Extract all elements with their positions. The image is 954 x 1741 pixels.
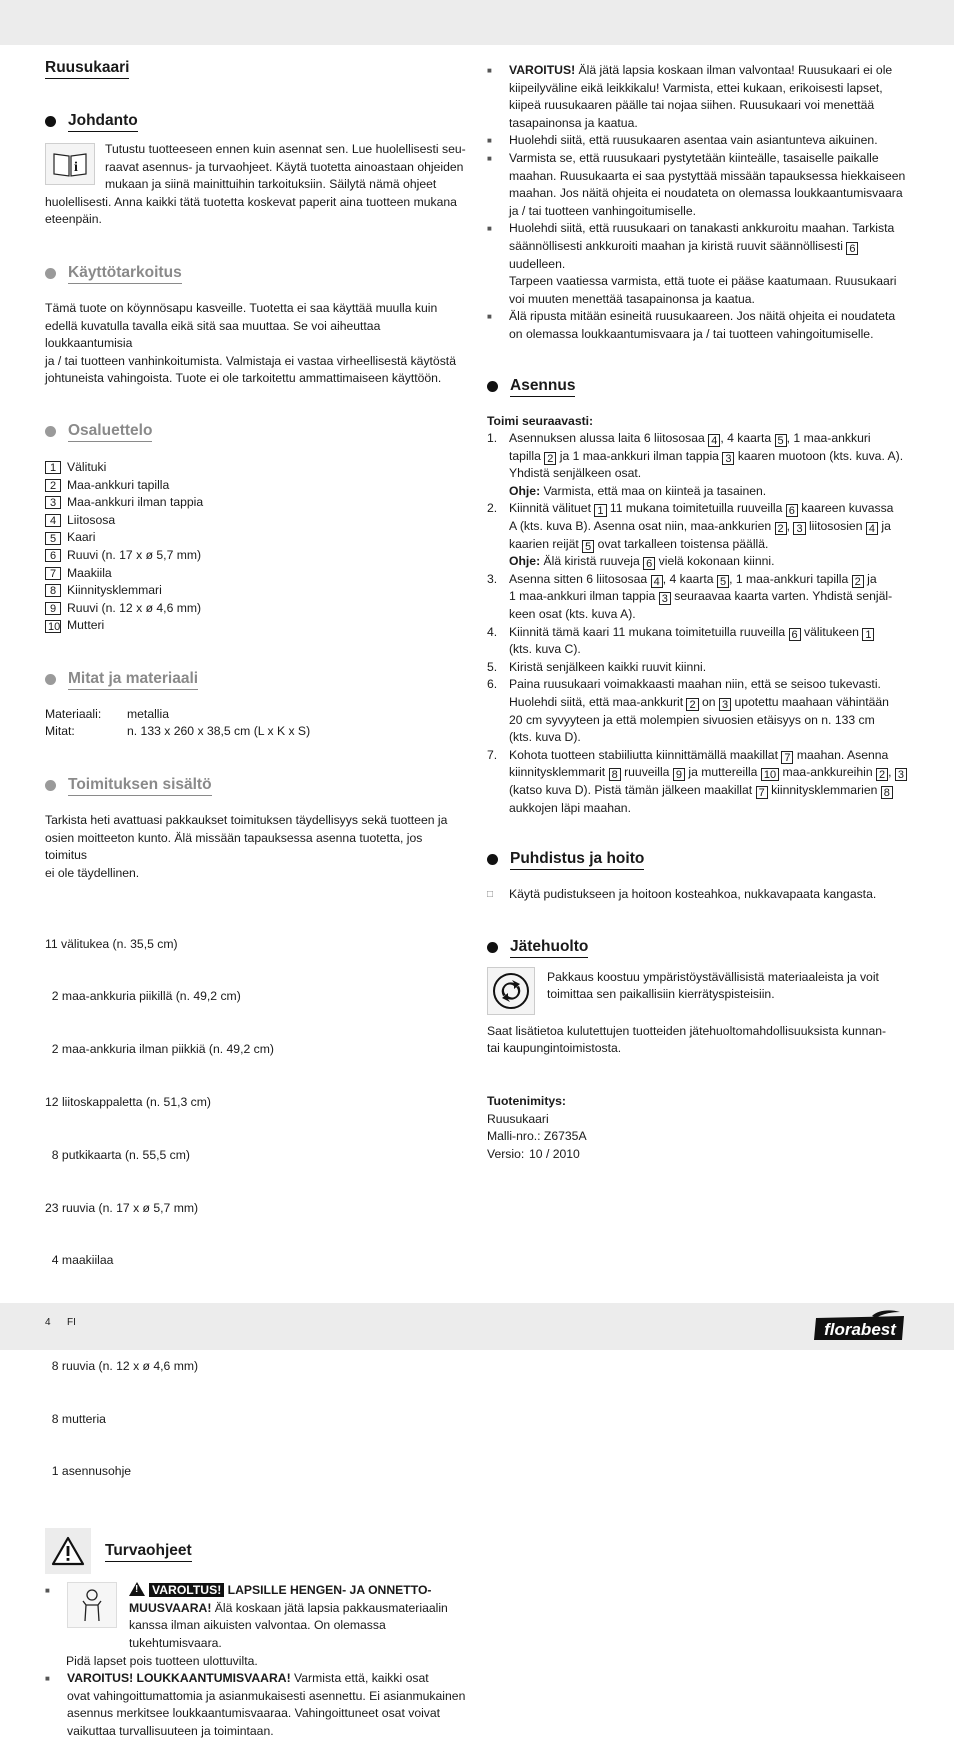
use-text xyxy=(45,300,467,388)
list-item: 8 putkikaarta (n. 55,5 cm) xyxy=(45,1147,190,1162)
section-johdanto xyxy=(45,111,467,132)
list-item: 1. Asennuksen alussa laita 6 liitososaa 4 , 4 kaarta 5 , 1 maa-ankkuri tapilla 2 ja 1 maa-ankkuri ilman tappia 3 kaaren muotoon (kts. kuva. A). Yhdistä senjälkeen osat. Ohje: Varmista, että maa on kiinteä ja tasainen. xyxy=(487,431,904,498)
section-heading: Käyttötarkoitus xyxy=(68,263,182,284)
list-item: 4 maakiilaa xyxy=(45,1253,114,1268)
intro-text: raavat asennus- ja turvaohjeet. Käytä tuotetta ainoastaan ohjeiden xyxy=(105,159,464,174)
text-line: säännöllisesti ankkuroiti maahan ja kiristä ruuvit säännöllisesti xyxy=(509,238,843,253)
part-number: 1 xyxy=(45,461,61,474)
part-name: Ruuvi (n. 17 x ø 5,7 mm) xyxy=(67,547,202,562)
part-number: 10 xyxy=(45,620,61,633)
recycling-icon xyxy=(487,967,535,1015)
part-number: 6 xyxy=(45,549,61,562)
list-item: 11 välitukea (n. 35,5 cm) xyxy=(45,936,178,951)
part-name: Maa-ankkuri tapilla xyxy=(67,477,170,492)
text-line: ei ole täydellinen. xyxy=(45,865,140,880)
section-kayttotarkoitus xyxy=(45,263,467,284)
text-line: Saat lisätietoa kulutettujen tuotteiden jätehuoltomahdollisuuksista kunnan- xyxy=(487,1023,887,1038)
part-number: 9 xyxy=(45,602,61,615)
value: n. 133 x 260 x 38,5 cm (L x K x S) xyxy=(127,724,311,739)
document-title: Ruusukaari xyxy=(45,58,129,79)
bullet-square-icon: ■ xyxy=(487,153,492,163)
bullet-icon xyxy=(45,674,56,685)
part-name: Kaari xyxy=(67,530,96,545)
list-item xyxy=(45,529,467,547)
text-line: ja / tai tuotteen vanhingoitumiselle. xyxy=(509,203,696,218)
bullet-square-icon: ■ xyxy=(487,136,492,146)
bullet-icon xyxy=(487,381,498,392)
text-line: on olemassa loukkaantumisvaara ja / tai tuotteen vahingoitumiselle. xyxy=(509,326,874,341)
product-label: Tuotenimitys: xyxy=(487,1093,566,1108)
text-line: uudelleen. xyxy=(509,256,566,271)
section-heading: Toimituksen sisältö xyxy=(68,775,212,796)
warning-bold: VAROITUS! LOUKKAANTUMISVAARA! xyxy=(67,1671,291,1686)
warning-text: Älä koskaan jätä lapsia pakkausmateriaalin xyxy=(214,1600,448,1615)
text-line: voi muuten menettää tasapainonsa ja kaatua. xyxy=(509,291,755,306)
part-number: 4 xyxy=(45,514,61,527)
read-manual-icon xyxy=(45,143,95,185)
section-toimituksen-sisalto xyxy=(45,775,467,796)
text-line: edellä kuvatulla tavalla eikä sitä saa muuttaa. Se voi aiheuttaa loukkaantumisia xyxy=(45,318,381,351)
warning-text: kanssa ilman aikuisten valvontaa. On olemassa tukehtumisvaara. xyxy=(129,1618,386,1650)
list-item xyxy=(45,494,467,512)
list-item: 8 mutteria xyxy=(45,1411,106,1426)
label: Materiaali: xyxy=(45,706,102,721)
part-number: 5 xyxy=(45,532,61,545)
right-column xyxy=(487,62,909,1163)
intro-block xyxy=(45,141,467,229)
text-line: toimittaa sen paikallisiin kierrätyspisteisiin. xyxy=(547,987,775,1002)
bullet-icon xyxy=(487,854,498,865)
bullet-open-square-icon: □ xyxy=(487,889,494,901)
list-item xyxy=(45,547,467,565)
list-item: 12 liitoskappaletta (n. 51,3 cm) xyxy=(45,1094,211,1109)
list-item xyxy=(45,565,467,583)
subheading: Toimi seuraavasti: xyxy=(487,413,594,428)
part-number: 7 xyxy=(45,567,61,580)
contents-list xyxy=(45,900,467,1516)
list-item xyxy=(487,62,909,132)
section-heading: Asennus xyxy=(510,376,575,397)
list-item: 4. Kiinnitä tämä kaari 11 mukana toimitetuilla ruuveilla 6 välitukeen 1 (kts. kuva C). xyxy=(487,624,909,659)
part-name: Mutteri xyxy=(67,618,105,633)
section-heading: Puhdistus ja hoito xyxy=(510,849,644,870)
florabest-logo xyxy=(812,1310,908,1340)
left-column xyxy=(45,58,467,1741)
list-item xyxy=(45,582,467,600)
part-name: Ruuvi (n. 12 x ø 4,6 mm) xyxy=(67,600,202,615)
bullet-square-icon: ■ xyxy=(487,66,492,75)
part-number: 2 xyxy=(45,479,61,492)
waste-block xyxy=(487,967,909,1015)
text-line: osien moitteeton kunto. Älä missään tapauksessa asenna tuotetta, jos toimitus xyxy=(45,830,423,863)
text-line: Tarkista heti avattuasi pakkaukset toimituksen täydellisyys sekä tuotteen ja xyxy=(45,813,448,828)
child-warning-icon xyxy=(67,1582,117,1628)
list-item xyxy=(487,150,909,220)
product-model: Malli-nro.: Z6735A xyxy=(487,1129,587,1144)
part-name: Maakiila xyxy=(67,565,112,580)
safety-list xyxy=(45,1582,467,1740)
page-number: 4 xyxy=(45,1317,51,1328)
section-turvaohjeet xyxy=(45,1528,467,1574)
list-item xyxy=(487,220,909,308)
list-item: 3. Asenna sitten 6 liitososaa 4 , 4 kaarta 5 , 1 maa-ankkuri tapilla 2 ja 1 maa-ankkuri ilman tappia 3 seuraavaa kaarta varten. Yhdistä senjäl- keen osat (kts. kuva A). xyxy=(487,571,893,622)
list-item: 23 ruuvia (n. 17 x ø 5,7 mm) xyxy=(45,1200,199,1215)
part-number: 8 xyxy=(45,584,61,597)
section-heading: Osaluettelo xyxy=(68,421,152,442)
intro-text: huolellisesti. Anna kaikki tätä tuotetta koskevat paperit aina tuotteen mukana xyxy=(45,194,457,209)
section-heading: Johdanto xyxy=(68,111,138,132)
list-item: 1 asennusohje xyxy=(45,1464,132,1479)
parts-list xyxy=(45,459,467,635)
warning-bold: LAPSILLE HENGEN- JA ONNETTO- xyxy=(227,1583,432,1598)
section-heading: Turvaohjeet xyxy=(105,1541,192,1562)
list-item xyxy=(487,308,909,343)
list-item xyxy=(45,459,467,477)
bullet-icon xyxy=(45,268,56,279)
list-item xyxy=(45,1670,467,1740)
svg-text:i: i xyxy=(74,160,78,175)
contents-text xyxy=(45,812,467,882)
text-line: Käytä pudistukseen ja hoitoon kosteahkoa, nukkavapaata kangasta. xyxy=(509,887,877,902)
bullet-icon xyxy=(45,426,56,437)
section-asennus xyxy=(487,376,909,397)
intro-text: eteenpäin. xyxy=(45,212,102,227)
logo-text: florabest xyxy=(824,1320,896,1339)
label: Mitat: xyxy=(45,724,75,739)
text-line: tai kaupungintoimistosta. xyxy=(487,1041,622,1056)
text-line: Älä ripusta mitään esineitä ruusukaareen. Jos näitä ohjeita ei noudateta xyxy=(509,309,896,324)
section-jatehuolto xyxy=(487,937,909,958)
text-line: kiipeä ruusukaaren päälle tai nojaa siihen. Ruusukaari voi menettää xyxy=(509,98,875,113)
bullet-icon xyxy=(45,116,56,127)
list-item: 2 maa-ankkuria ilman piikkiä (n. 49,2 cm) xyxy=(45,1042,274,1057)
header-band xyxy=(0,0,954,45)
warning-text: vaikuttaa turvallisuuteen ja toimintaan. xyxy=(67,1723,274,1738)
version-value: 10 / 2010 xyxy=(529,1146,580,1161)
warning-text: Pidä lapset pois tuotteen ulottuvilta. xyxy=(66,1653,258,1668)
text-line: ja / tai tuotteen vanhinkoitumista. Valmistaja ei vastaa virheellisestä käytöstä xyxy=(45,353,456,368)
product-info xyxy=(487,1093,909,1163)
warning-triangle-icon xyxy=(129,1582,145,1596)
bullet-square-icon: ■ xyxy=(45,1674,50,1684)
text-line: johtuneista vahingoista. Tuote ei ole tarkoitettu ammattimaiseen käyttöön. xyxy=(45,371,442,386)
list-item xyxy=(45,477,467,495)
product-name: Ruusukaari xyxy=(487,1111,549,1126)
list-item: 2 maa-ankkuria piikillä (n. 49,2 cm) xyxy=(45,989,241,1004)
value: metallia xyxy=(127,706,169,721)
section-heading: Jätehuolto xyxy=(510,937,588,958)
list-item xyxy=(487,132,909,150)
text-line: kiipeilyväline eikä leikkikalu! Varmista, ettei kukaan, erikoisesti lapset, xyxy=(509,80,883,95)
install-steps xyxy=(487,430,909,817)
list-item: 6. Paina ruusukaari voimakkaasti maahan niin, että se seisoo tukevasti. Huolehdi siitä, että maa-ankkurit 2 on 3 upotettu maahaan vähintään 20 cm syvyyteen ja että molempien sivuosien etäisyys on n. 133 cm (kts. kuva D). xyxy=(487,677,889,745)
language-code: FI xyxy=(67,1317,76,1328)
version-label: Versio: xyxy=(487,1146,525,1161)
list-item xyxy=(45,512,467,530)
part-name: Liitososa xyxy=(67,512,116,527)
text-line: Varmista se, että ruusukaari pystytetään kiinteälle, tasaiselle paikalle xyxy=(509,150,879,165)
warning-bold: VAROITUS! xyxy=(509,63,576,77)
list-item: 8 ruuvia (n. 12 x ø 4,6 mm) xyxy=(45,1358,199,1373)
bullet-square-icon: ■ xyxy=(487,312,492,322)
part-name: Kiinnitysklemmari xyxy=(67,583,162,598)
section-mitat xyxy=(45,669,467,690)
text-line: tasapainonsa ja kaatua. xyxy=(509,115,638,130)
section-heading: Mitat ja materiaali xyxy=(68,669,198,690)
text-line: Huolehdi siitä, että ruusukaaren asentaa vain asiantunteva aikuinen. xyxy=(509,133,878,148)
bullet-square-icon: ■ xyxy=(45,1586,50,1596)
list-item xyxy=(487,886,909,904)
warning-bold: MUUSVAARA! xyxy=(129,1600,212,1615)
list-item xyxy=(45,617,467,635)
bullet-icon xyxy=(487,942,498,953)
text-line: Pakkaus koostuu ympäristöystävällisistä materiaaleista ja voit xyxy=(547,969,879,984)
warning-text: asennus merkitsee loukkaantumisvaaraa. Vahingoittuneet osat voivat xyxy=(67,1706,441,1721)
warning-label: VAROLTUS! xyxy=(149,1583,224,1597)
waste-info xyxy=(487,1023,909,1058)
section-osaluettelo xyxy=(45,421,467,442)
warning-text: Älä jätä lapsia koskaan ilman valvontaa! Ruusukaari ei ole xyxy=(578,63,893,77)
list-item xyxy=(45,600,467,618)
text-line: Tämä tuote on köynnösapu kasveille. Tuotetta ei saa käyttää muulla kuin xyxy=(45,300,438,315)
bullet-square-icon: ■ xyxy=(487,224,492,234)
list-item: 2. Kiinnitä välituet 1 11 mukana toimitetuilla ruuveilla 6 kaareen kuvassa A (kts. kuva B). Asenna osat niin, maa-ankkurien 2 , 3 liitososien 4 ja kaarien reijät 5 ovat tarkalleen toistensa päällä. Ohje: Älä kiristä ruuveja 6 vielä kokonaan kiinni. xyxy=(487,501,894,571)
text-line: maahan. Ruusukaarta ei saa pystyttää missään tapauksessa hiekkaiseen xyxy=(509,168,906,183)
text-line: Tarpeen vaatiessa varmista, että tuote ei pääse kaatumaan. Ruusukaari xyxy=(509,274,897,289)
warning-text: ovat vahingoittumattomia ja asianmukaisesti asennettu. Ei asianmukainen xyxy=(67,1688,466,1703)
warning-icon xyxy=(45,1528,91,1574)
list-item xyxy=(45,1582,467,1670)
text-line: Huolehdi siitä, että ruusukaari on tanakasti ankkuroitu maahan. Tarkista xyxy=(509,221,895,236)
dimensions-table xyxy=(45,706,467,741)
intro-text: mukaan ja siinä mainittuihin tarkoituksiin. Säilytä nämä ohjeet xyxy=(105,177,437,192)
footer-band xyxy=(0,1303,954,1350)
intro-text: Tutustu tuotteeseen ennen kuin asennat sen. Lue huolellisesti seu- xyxy=(105,142,466,156)
text-line: maahan. Jos näitä ohjeita ei noudateta on olemassa loukkaantumisvaara xyxy=(509,186,903,201)
part-ref: 6 xyxy=(846,242,858,255)
section-puhdistus xyxy=(487,849,909,870)
part-number: 3 xyxy=(45,496,61,509)
part-name: Maa-ankkuri ilman tappia xyxy=(67,495,204,510)
list-item: 5. Kiristä senjälkeen kaikki ruuvit kiinni. xyxy=(487,659,707,674)
list-item: 7. Kohota tuotteen stabiiliutta kiinnittämällä maakillat 7 maahan. Asenna kiinnitysklemmarit 8 ruuveilla 9 ja muttereilla 10 maa-ankkureihin 2 , 3 (katso kuva D). Pistä tämän jälkeen maakillat 7 kiinnitysklemmarien 8 aukkojen läpi maahan. xyxy=(487,747,909,817)
bullet-icon xyxy=(45,780,56,791)
part-name: Välituki xyxy=(67,459,107,474)
warning-text: Varmista että, kaikki osat xyxy=(294,1671,429,1686)
